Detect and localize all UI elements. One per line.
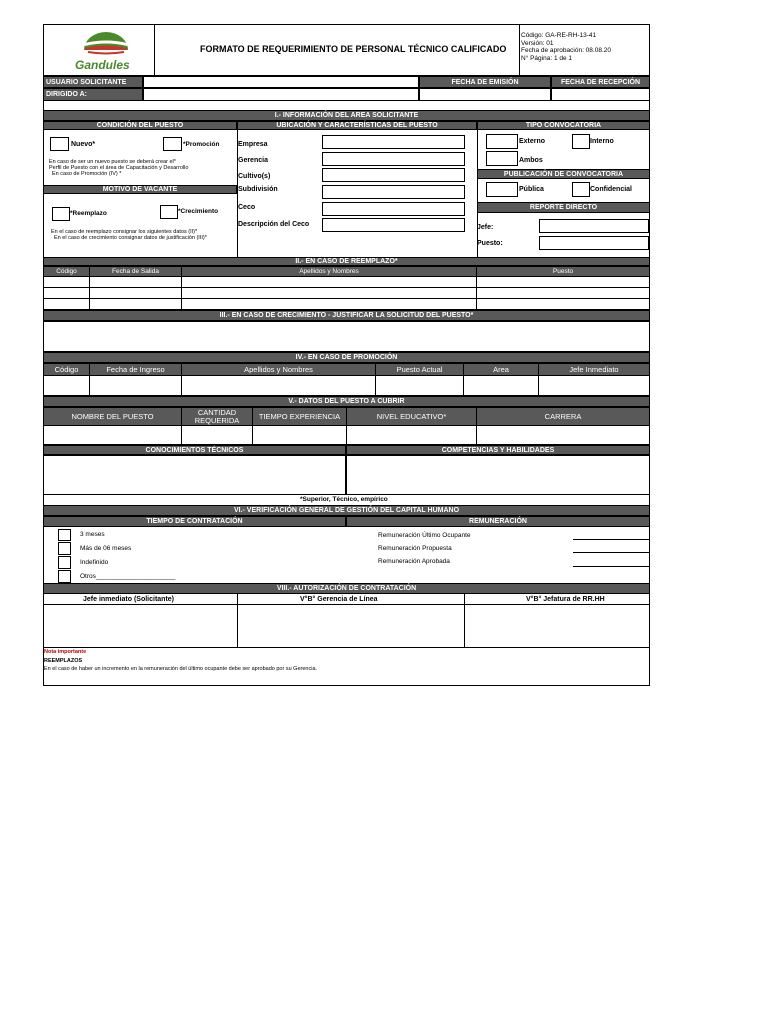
crecimiento-checkbox[interactable] [160, 205, 178, 219]
subdivision-label: Subdivisión [238, 186, 278, 193]
rem-propuesta-label: Remuneración Propuesta [378, 545, 452, 552]
3-meses-label: 3 meses [80, 531, 105, 538]
col-nombre-puesto: NOMBRE DEL PUESTO [44, 408, 182, 425]
jefe-inmediato-header: Jefe inmediato (Solicitante) [83, 596, 175, 603]
doc-code: Código: GA-RE-RH-13-41 [521, 32, 597, 39]
reemplazos-label: REEMPLAZOS [44, 658, 83, 664]
section-2-title: II.- EN CASO DE REEMPLAZO* [43, 257, 650, 266]
divider [43, 287, 650, 288]
3-meses-checkbox[interactable] [58, 529, 71, 541]
interno-checkbox[interactable] [572, 134, 590, 149]
desc-ceco-label: Descripción del Ceco [238, 221, 310, 228]
publica-label: Pública [519, 186, 544, 193]
col-cantidad-line-1: CANTIDAD [197, 407, 237, 417]
nuevo-label: Nuevo* [71, 141, 96, 148]
promocion-table-body[interactable] [43, 376, 650, 396]
ceco-label: Ceco [238, 204, 256, 211]
col-apellidos: Apellidos y Nombres [182, 267, 477, 276]
nuevo-checkbox[interactable] [50, 137, 69, 151]
interno-label: Interno [590, 138, 614, 145]
col-codigo: Código [44, 364, 90, 375]
indefinido-checkbox[interactable] [58, 556, 71, 569]
rem-propuesta-line[interactable] [573, 552, 649, 553]
confidencial-checkbox[interactable] [572, 182, 590, 197]
nota-nuevo-1: En caso de ser un nuevo puesto se deberá crear el* [49, 159, 176, 165]
motivo-title: MOTIVO DE VACANTE [43, 185, 237, 194]
section-3-title: III.- EN CASO DE CRECIMIENTO - JUSTIFICAR LA SOLICITUD DEL PUESTO* [43, 310, 650, 321]
puesto-label: Puesto: [477, 240, 503, 247]
confidencial-label: Confidencial [590, 186, 633, 193]
logo-wordmark: Gandules [75, 58, 130, 72]
subdivision-field[interactable] [322, 185, 465, 199]
remuneracion-title: REMUNERACIÓN [346, 516, 650, 527]
divider [463, 376, 464, 396]
reporte-directo-title: REPORTE DIRECTO [477, 202, 650, 213]
divider [181, 376, 182, 396]
divider [43, 298, 650, 299]
fecha-emision-label: FECHA DE EMISIÓN [419, 76, 551, 88]
ambos-label: Ambos [519, 157, 543, 164]
col-tiempo-experiencia: TIEMPO EXPERIENCIA [253, 408, 347, 425]
jefe-field[interactable] [539, 219, 649, 233]
divider [89, 376, 90, 396]
rem-ultimo-line[interactable] [573, 539, 649, 540]
col-fecha-ingreso: Fecha de Ingreso [90, 364, 182, 375]
section-1-title: I.- INFORMACIÓN DEL AREA SOLICITANTE [43, 110, 650, 121]
nota-nuevo-3: En caso de Promoción (IV) * [52, 171, 122, 177]
puesto-table-header [43, 407, 650, 426]
puesto-field[interactable] [539, 236, 649, 250]
reemplazo-checkbox[interactable] [52, 207, 70, 221]
gerencia-label: Gerencia [238, 157, 268, 164]
divider [89, 277, 90, 310]
desc-ceco-field[interactable] [322, 218, 465, 232]
col-fecha-salida: Fecha de Salida [90, 267, 182, 276]
autorizacion-signatures[interactable] [43, 605, 650, 648]
indefinido-label: Indefinido [80, 559, 109, 566]
otros-checkbox[interactable] [58, 570, 71, 583]
col-jefe-inmediato: Jefe Inmediato [539, 364, 649, 375]
ceco-field[interactable] [322, 202, 465, 216]
doc-approval-date: Fecha de aprobación: 08.08.20 [521, 47, 611, 54]
col-cantidad [182, 408, 253, 425]
competencias-title: COMPETENCIAS Y HABILIDADES [346, 445, 650, 455]
gerencia-linea-header: V°B° Gerencia de Línea [300, 596, 378, 603]
col-carrera: CARRERA [477, 408, 649, 425]
divider [375, 376, 376, 396]
promocion-table-header [43, 363, 650, 376]
divider [477, 121, 478, 257]
crecimiento-label: *Crecimiento [178, 208, 219, 215]
autorizacion-headers [43, 594, 650, 605]
col-codigo: Código [44, 267, 90, 276]
reemplazo-table-body[interactable] [43, 277, 650, 310]
nota-motivo-2: En el caso de crecimiento consignar datos de justificación (III)* [54, 235, 207, 241]
rem-aprobada-line[interactable] [573, 566, 649, 567]
gerencia-field[interactable] [322, 152, 465, 166]
conocimientos-field[interactable] [43, 455, 346, 495]
divider [237, 594, 238, 605]
tipo-convocatoria-title: TIPO CONVOCATORIA [477, 121, 650, 130]
page-title: FORMATO DE REQUERIMIENTO DE PERSONAL TÉCNICO CALIFICADO [200, 44, 507, 54]
cultivo-field[interactable] [322, 168, 465, 182]
externo-checkbox[interactable] [486, 134, 518, 149]
divider [476, 277, 477, 310]
divider [476, 426, 477, 445]
section-4-title: IV.- EN CASO DE PROMOCIÓN [43, 352, 650, 363]
condicion-title: CONDICIÓN DEL PUESTO [43, 121, 237, 130]
doc-version: Versión: 01 [521, 40, 554, 47]
divider [464, 605, 465, 648]
reemplazo-label: *Reemplazo [70, 210, 107, 217]
fecha-emision-field[interactable] [419, 88, 551, 101]
6-meses-label: Más de 06 meses [80, 545, 132, 552]
ambos-checkbox[interactable] [486, 151, 518, 166]
tiempo-contratacion-title: TIEMPO DE CONTRATACIÓN [43, 516, 346, 527]
col-cantidad-line-2: REQUERIDA [194, 415, 240, 425]
section-5-title: V.- DATOS DEL PUESTO A CUBRIR [43, 396, 650, 407]
nota-motivo-1: En el caso de reemplazo consignar los siguientes datos (II)* [51, 229, 198, 235]
nota-importante-text: En el caso de haber un incremento en la remuneración del último ocupante debe ser aprobado por su Gerencia. [44, 666, 318, 672]
conocimientos-title: CONOCIMIENTOS TÉCNICOS [43, 445, 346, 455]
section-6-title: VI.- VERIFICACIÓN GENERAL DE GESTIÓN DEL CAPITAL HUMANO [43, 505, 650, 516]
nota-nuevo-2: Perfil de Puesto con el área de Capacitación y Desarrollo [49, 165, 189, 171]
empresa-label: Empresa [238, 141, 268, 148]
publicacion-title: PUBLICACIÓN DE CONVOCATORIA [477, 169, 650, 179]
col-puesto: Puesto [477, 267, 649, 276]
divider [181, 426, 182, 445]
divider [538, 376, 539, 396]
col-nivel-educativo: NIVEL EDUCATIVO* [347, 408, 477, 425]
doc-page-number: N° Página: 1 de 1 [521, 55, 573, 62]
col-puesto-actual: Puesto Actual [376, 364, 464, 375]
6-meses-checkbox[interactable] [58, 542, 71, 555]
jefatura-rrhh-header: V°B° Jefatura de RR.HH [526, 596, 605, 603]
fecha-recepcion-field[interactable] [551, 88, 650, 101]
reemplazo-table-header [43, 266, 650, 277]
fecha-recepcion-label: FECHA DE RECEPCIÓN [551, 76, 650, 88]
empresa-field[interactable] [322, 135, 465, 149]
dirigido-a-label: DIRIGIDO A: [43, 88, 143, 101]
jefe-label: Jefe: [477, 224, 494, 231]
puesto-table-body[interactable] [43, 426, 650, 445]
promocion-label: *Promoción [183, 141, 220, 148]
rem-ultimo-label: Remuneración Último Ocupante [378, 532, 471, 539]
cultivo-label: Cultivo(s) [238, 173, 271, 180]
section-8-title: VIII.- AUTORIZACIÓN DE CONTRATACIÓN [43, 583, 650, 594]
col-area: Area [464, 364, 539, 375]
dirigido-a-field[interactable] [143, 88, 419, 101]
justificacion-field[interactable] [43, 321, 650, 352]
ubicacion-title: UBICACIÓN Y CARACTERÍSTICAS DEL PUESTO [237, 121, 477, 130]
nivel-educativo-note: *Superior, Técnico, empírico [300, 496, 388, 503]
externo-label: Externo [519, 138, 546, 145]
nota-importante-title: Nota importante [44, 649, 87, 655]
competencias-field[interactable] [346, 455, 650, 495]
divider [181, 277, 182, 310]
col-apellidos: Apellidos y Nombres [182, 364, 376, 375]
divider [464, 594, 465, 605]
promocion-checkbox[interactable] [163, 137, 182, 151]
usuario-solicitante-field[interactable] [143, 76, 419, 88]
otros-label: Otros______________________ [80, 573, 176, 580]
rem-aprobada-label: Remuneración Aprobada [378, 558, 450, 565]
divider [237, 605, 238, 648]
usuario-solicitante-label: USUARIO SOLICITANTE [43, 76, 143, 88]
divider [252, 426, 253, 445]
divider [346, 426, 347, 445]
publica-checkbox[interactable] [486, 182, 518, 197]
